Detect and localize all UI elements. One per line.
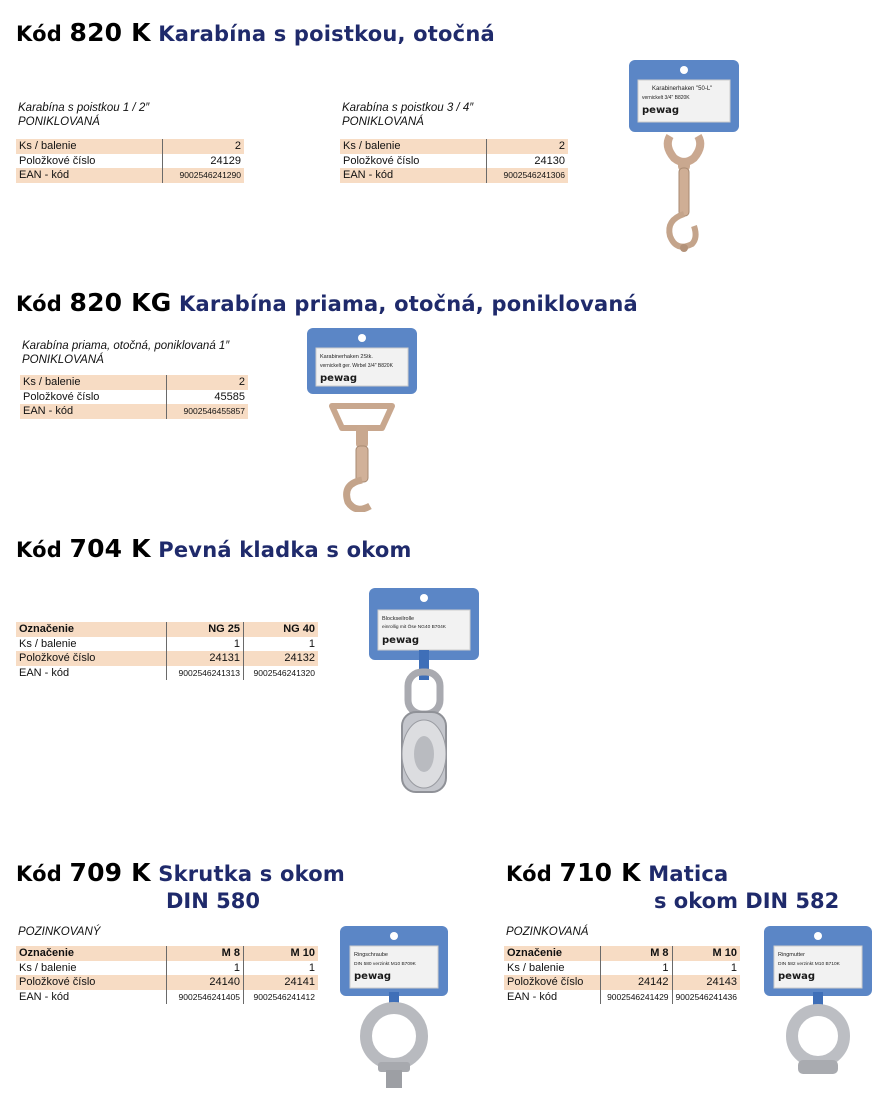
heading-709k-line2: DIN 580 <box>166 889 260 913</box>
row-label: Položkové číslo <box>16 651 167 666</box>
table-row <box>16 154 244 169</box>
spec-table-710k <box>504 946 740 1004</box>
row-value: 2 <box>163 139 245 154</box>
column-header: Označenie <box>504 946 600 961</box>
table-row <box>340 168 568 183</box>
row-value: 9002546241313 <box>167 666 244 681</box>
row-value: 9002546241290 <box>163 168 245 183</box>
row-label: Položkové číslo <box>16 975 167 990</box>
table-row <box>20 375 248 390</box>
row-label: Položkové číslo <box>23 390 100 403</box>
row-value: 1 <box>600 961 672 976</box>
row-value: 24129 <box>163 154 245 169</box>
row-label: EAN - kód <box>507 990 558 1003</box>
spec-table-704k <box>16 622 318 680</box>
table-header-row <box>504 946 740 961</box>
heading-code: 820 KG <box>69 288 172 317</box>
row-value: 24130 <box>487 154 569 169</box>
row-label: Ks / balenie <box>20 375 167 390</box>
heading-kod: Kód <box>16 862 62 886</box>
column-header: Označenie <box>16 946 167 961</box>
column-header: M 8 <box>600 946 672 961</box>
row-label: EAN - kód <box>16 168 163 183</box>
heading-kod: Kód <box>506 862 552 886</box>
row-value: 9002546455857 <box>167 404 249 419</box>
card-text: Karabinerhaken 2Stk. <box>320 354 373 360</box>
table-row <box>340 139 568 154</box>
row-label: EAN - kód <box>20 404 167 419</box>
heading-kod: Kód <box>16 292 62 316</box>
column-header: M 10 <box>244 946 319 961</box>
heading-710k <box>506 858 728 887</box>
row-value: 9002546241306 <box>487 168 569 183</box>
row-value: 24143 <box>672 975 740 990</box>
row-label: Ks / balenie <box>19 961 77 974</box>
row-value: 45585 <box>167 390 249 405</box>
table-row <box>16 961 318 976</box>
row-value: 9002546241429 <box>600 990 672 1005</box>
column-header: NG 40 <box>244 622 319 637</box>
card-text: Blockseilrolle <box>382 616 415 622</box>
heading-kod: Kód <box>16 538 62 562</box>
row-value: 24131 <box>167 651 244 666</box>
pewag-logo: pewag <box>778 971 816 982</box>
heading-title: Pevná kladka s okom <box>158 538 412 562</box>
heading-704k <box>16 534 412 563</box>
card-text: Ringmutter <box>778 952 805 958</box>
row-value: 2 <box>167 375 249 390</box>
row-value: 1 <box>167 961 244 976</box>
table-row <box>20 404 248 419</box>
table-row <box>504 961 740 976</box>
table-row <box>16 637 318 652</box>
table-row <box>16 651 318 666</box>
heading-709k <box>16 858 345 887</box>
row-label: EAN - kód <box>19 990 70 1003</box>
row-value: 1 <box>167 637 244 652</box>
caption-709k: POZINKOVANÝ <box>18 926 101 938</box>
row-value: 1 <box>244 961 319 976</box>
heading-code: 709 K <box>69 858 151 887</box>
caption-820kg <box>22 339 229 367</box>
row-value: 24141 <box>244 975 319 990</box>
heading-title: Karabína s poistkou, otočná <box>158 22 495 46</box>
table-row <box>16 666 318 681</box>
row-label: Ks / balenie <box>16 139 163 154</box>
product-image-704k <box>366 586 482 808</box>
table-row <box>16 990 318 1005</box>
table-header-row <box>16 946 318 961</box>
row-value: 1 <box>244 637 319 652</box>
column-header: M 8 <box>167 946 244 961</box>
row-value: 24132 <box>244 651 319 666</box>
product-image-710k <box>762 924 874 1080</box>
card-text: Karabinerhaken "50-L" <box>652 86 713 92</box>
row-label: Položkové číslo <box>19 154 96 167</box>
row-value: 2 <box>487 139 569 154</box>
row-value: 9002546241412 <box>244 990 319 1005</box>
pewag-logo: pewag <box>382 635 420 646</box>
row-label: EAN - kód <box>19 666 70 679</box>
card-text: vernickelt 3/4" B820K <box>642 95 690 101</box>
heading-820kg <box>16 288 638 317</box>
heading-kod: Kód <box>16 22 62 46</box>
card-text: Ringschraube <box>354 952 388 958</box>
card-text: DIN 580 verzinkt M10 B709K <box>354 962 416 967</box>
row-value: 9002546241320 <box>244 666 319 681</box>
row-label: Ks / balenie <box>507 961 565 974</box>
card-text: vernickelt ger. Wirbel 3/4" B820K <box>320 363 393 369</box>
heading-710k-line2: s okom DIN 582 <box>654 889 840 913</box>
row-value: 9002546241436 <box>672 990 740 1005</box>
column-header: M 10 <box>672 946 740 961</box>
product-image-709k <box>338 924 450 1090</box>
row-value: 24140 <box>167 975 244 990</box>
caption-line: Karabína priama, otočná, poniklovaná 1″ <box>22 340 230 352</box>
spec-table-709k <box>16 946 318 1004</box>
caption-line: Karabína s poistkou 3 / 4″ <box>342 102 474 114</box>
product-image-820kg <box>304 326 420 512</box>
table-row <box>504 975 740 990</box>
spec-table-820k-b <box>340 139 568 183</box>
row-value: 1 <box>672 961 740 976</box>
row-label: Položkové číslo <box>504 975 600 990</box>
heading-code: 710 K <box>559 858 641 887</box>
column-header: Označenie <box>16 622 167 637</box>
card-text: DIN 582 verzinkt M10 B710K <box>778 962 840 967</box>
card-text: einrollig mit Öse NG40 B704K <box>382 625 446 630</box>
row-label: Položkové číslo <box>343 154 420 167</box>
spec-table-820k-a <box>16 139 244 183</box>
heading-code: 820 K <box>69 18 151 47</box>
row-label: EAN - kód <box>340 168 487 183</box>
pewag-logo: pewag <box>642 105 680 116</box>
column-header: NG 25 <box>167 622 244 637</box>
row-label: Ks / balenie <box>340 139 487 154</box>
caption-820k-a <box>18 101 149 129</box>
table-row <box>340 154 568 169</box>
heading-code: 704 K <box>69 534 151 563</box>
table-row <box>20 390 248 405</box>
heading-title: Skrutka s okom <box>158 862 345 886</box>
product-image-820k <box>626 58 742 258</box>
caption-line: PONIKLOVANÁ <box>18 116 100 128</box>
caption-line: PONIKLOVANÁ <box>22 354 104 366</box>
caption-820k-b <box>342 101 473 129</box>
spec-table-820kg <box>20 375 248 419</box>
heading-820k <box>16 18 495 47</box>
pewag-logo: pewag <box>354 971 392 982</box>
table-header-row <box>16 622 318 637</box>
caption-710k: POZINKOVANÁ <box>506 926 589 938</box>
caption-line: PONIKLOVANÁ <box>342 116 424 128</box>
table-row <box>504 990 740 1005</box>
table-row <box>16 139 244 154</box>
row-label: Ks / balenie <box>19 637 77 650</box>
table-row <box>16 168 244 183</box>
row-value: 9002546241405 <box>167 990 244 1005</box>
pewag-logo: pewag <box>320 373 358 384</box>
heading-title: Matica <box>648 862 729 886</box>
caption-line: Karabína s poistkou 1 / 2″ <box>18 102 150 114</box>
table-row <box>16 975 318 990</box>
row-value: 24142 <box>600 975 672 990</box>
heading-title: Karabína priama, otočná, poniklovaná <box>178 292 638 316</box>
